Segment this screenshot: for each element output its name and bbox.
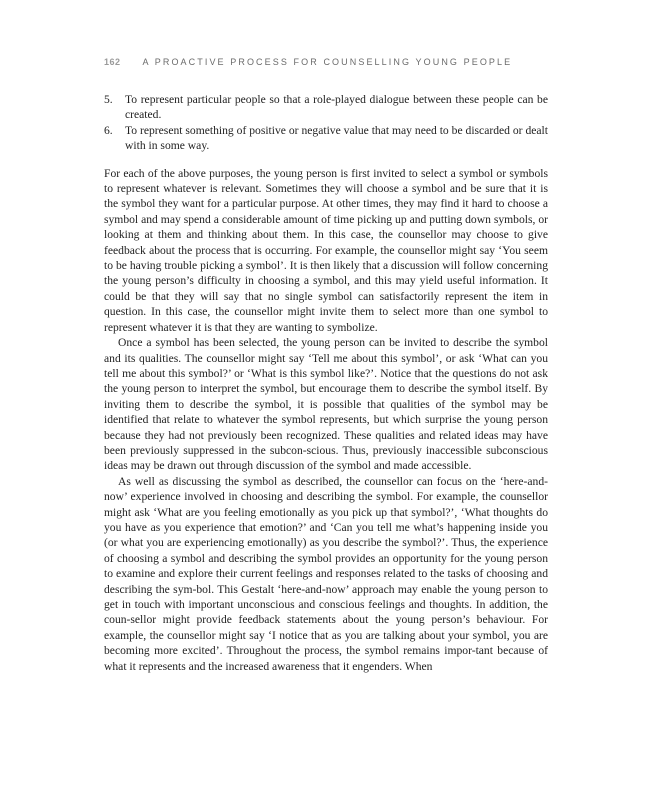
numbered-list (104, 92, 548, 154)
list-item-number: 6. (104, 123, 113, 137)
running-title: A PROACTIVE PROCESS FOR COUNSELLING YOUNG PEOPLE (142, 57, 513, 67)
paragraph: As well as discussing the symbol as described, the counsellor can focus on the ‘here-and-now’ experience involved in choosing and describing the symbol. For example, the counsellor might ask ‘What are you feeling emotionally as you pick up that symbol?’, ‘What thoughts do you have as you experience that emotion?’ and ‘Can you tell me what’s happening inside you (or what you are experiencing emotionally) as you describe the symbol?’. Thus, the experience of choosing a symbol and describing the symbol provides an opportunity for the young person to examine and explore their current feelings and responses related to the tasks of choosing and describing the sym-bol. This Gestalt ‘here-and-now’ approach may enable the young person to get in touch with important unconscious and conscious feelings and thoughts. In addition, the coun-sellor might provide feedback statements about the young person’s behaviour. For example, the counsellor might say ‘I notice that as you are talking about your symbol, you are becoming more excited’. Throughout the process, the symbol remains impor-tant because of what it represents and the increased awareness that it engenders. When (104, 474, 548, 673)
list-item (104, 92, 548, 123)
page-number: 162 (104, 57, 121, 67)
list-item (104, 123, 548, 154)
paragraph: Once a symbol has been selected, the young person can be invited to describe the symbol and its qualities. The counsellor might say ‘Tell me about this symbol’, or ask ‘What can you tell me about this symbol?’ or ‘What is this symbol like?’. Notice that the questions do not ask the young person to interpret the symbol, but encourage them to describe the symbol itself. By inviting them to describe the symbol, it is possible that qualities of the symbol may be identified that relate to whatever the symbol represents, but which surprise the young person because they had not previously been recognized. These qualities and related ideas may have been previously suppressed in the subcon-scious. Thus, previously inaccessible subconscious ideas may be drawn out through discussion of the symbol and made accessible. (104, 336, 548, 473)
list-item-text: To represent particular people so that a role-played dialogue between these people can be created. (125, 93, 548, 122)
list-item-number: 5. (104, 93, 113, 106)
body-text (104, 92, 548, 674)
running-header (104, 57, 554, 71)
paragraph: For each of the above purposes, the young person is first invited to select a symbol or symbols to represent whatever is relevant. Sometimes they will choose a symbol and be sure that it is the symbol they want for a particular purpose. At other times, they may find it hard to choose a symbol and may spend a considerable amount of time picking up and putting down symbols, or looking at them and thinking about them. In this case, the counsellor may choose to give feedback about the process that is occurring. For example, the counsellor might say ‘You seem to be having trouble picking a symbol’. It is then likely that a discussion will follow concerning the young person’s difficulty in choosing a symbol, and this may yield useful information. It could be that they will say that no single symbol can satisfactorily represent the item in question. In this case, the counsellor might invite them to select more than one symbol to represent whatever it is that they are wanting to symbolize. (104, 166, 548, 334)
list-item-text: To represent something of positive or negative value that may need to be discarded or dealt with in some way. (125, 123, 548, 153)
